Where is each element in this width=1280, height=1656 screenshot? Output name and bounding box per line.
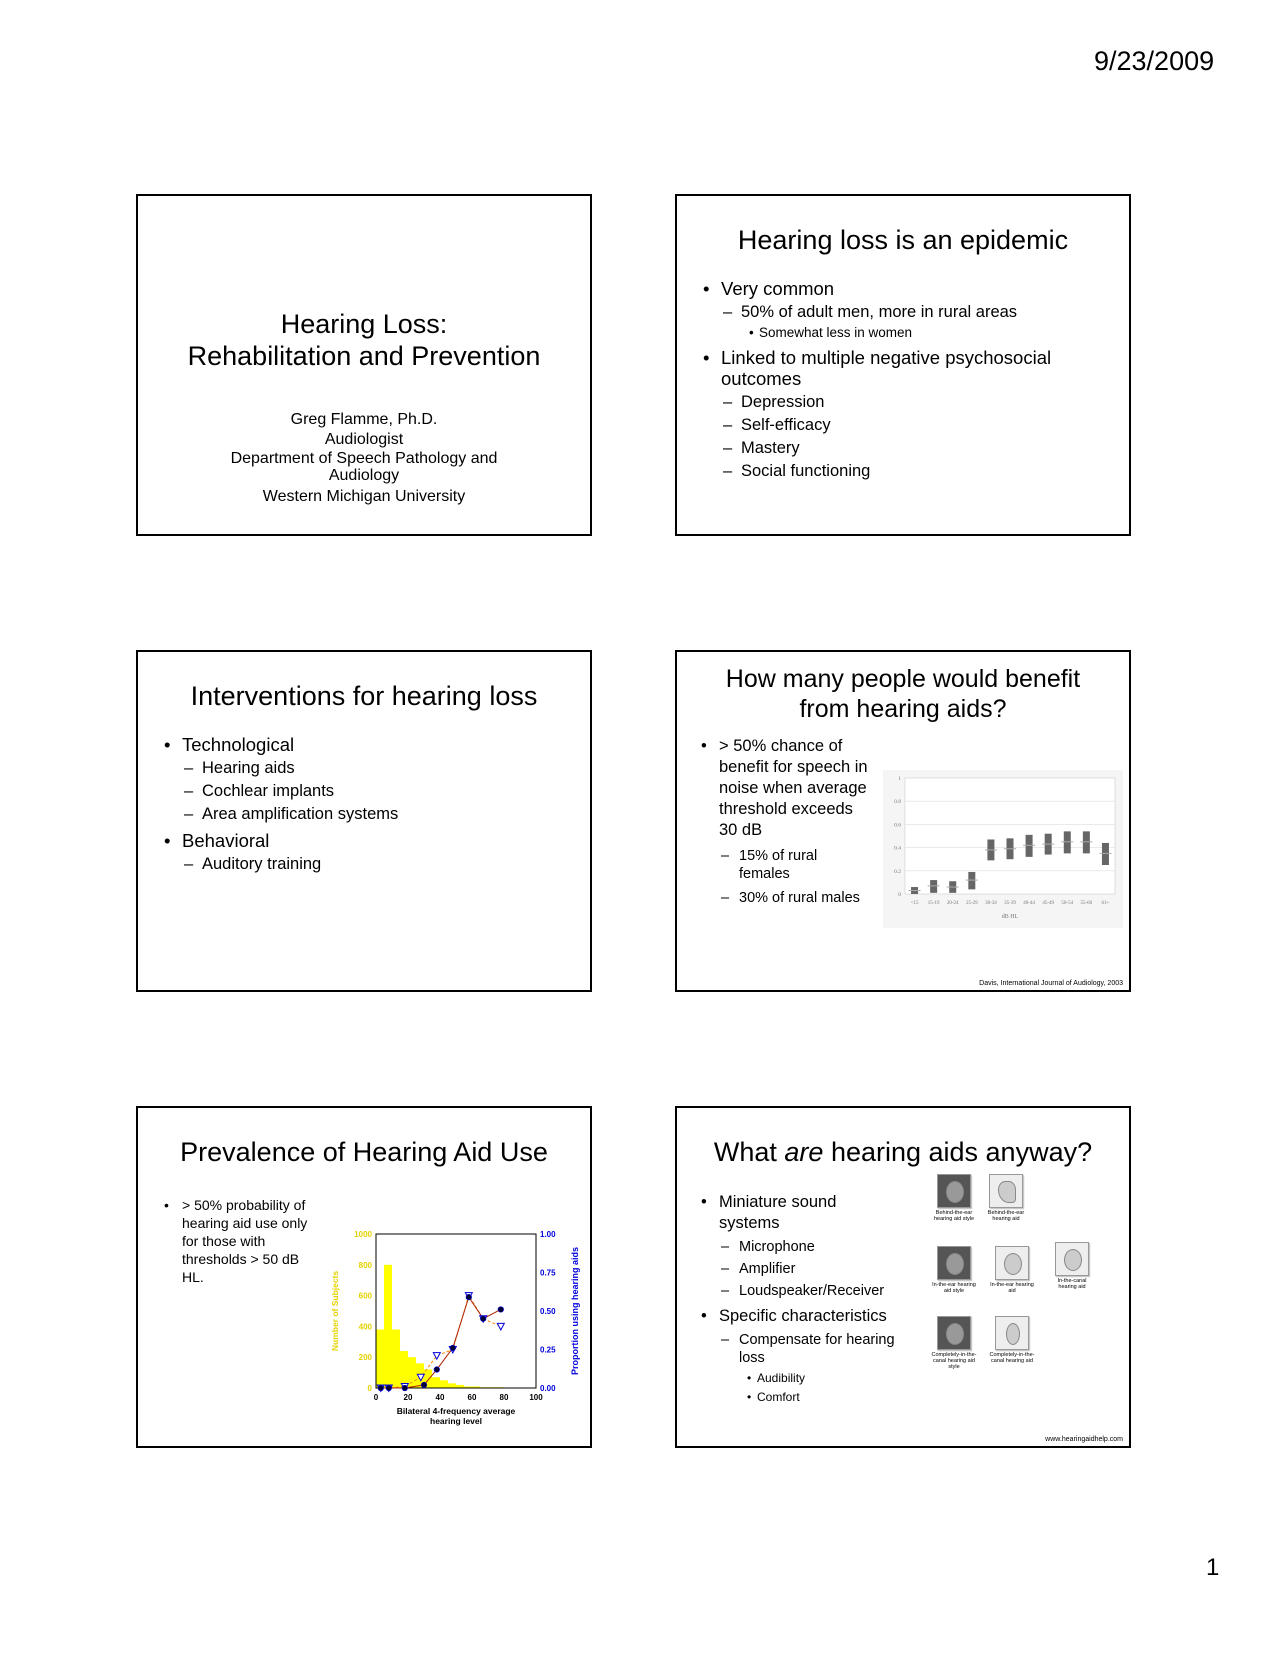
ear-photo: [937, 1174, 971, 1208]
y-right-tick-label: 0.50: [540, 1307, 556, 1316]
title-part: hearing aids anyway?: [823, 1137, 1093, 1167]
x-tick-label: 100: [529, 1393, 543, 1402]
x-tick-label: 15-19: [927, 901, 940, 906]
bullet: • Linked to multiple negative psychosocial outcomes: [703, 347, 1113, 389]
sub-sub-bullet: • Comfort: [701, 1389, 901, 1405]
card-caption: In-the-ear hearing aid: [990, 1282, 1034, 1294]
range-bar: [968, 872, 975, 889]
y-tick-label: 0.6: [894, 822, 901, 829]
y-right-tick-label: 0.25: [540, 1345, 556, 1355]
bullet: • Miniature sound systems: [701, 1192, 901, 1234]
y-right-axis-label: Proportion using hearing aids: [570, 1246, 580, 1376]
device-shape: [1004, 1253, 1022, 1275]
hearing-aid-photo: [995, 1316, 1029, 1350]
bullet-list: [701, 1190, 901, 1405]
x-tick-label: 45-49: [1042, 901, 1055, 906]
slide-title-line1: How many people would benefit: [725, 665, 1081, 693]
histogram-bar: [376, 1329, 384, 1388]
histogram-bar: [384, 1265, 392, 1388]
hearing-aid-photo: [1055, 1242, 1089, 1276]
sub-bullet: – Depression: [703, 393, 1113, 412]
y-right-tick-label: 0.00: [540, 1384, 556, 1393]
citation: www.hearingaidhelp.com: [1045, 1436, 1123, 1443]
slide-6-hearing-aids: [675, 1106, 1131, 1448]
hearing-aid-style-card: [931, 1316, 977, 1370]
x-tick-label: 61+: [1101, 901, 1110, 906]
hearing-aid-style-card: [1049, 1242, 1095, 1290]
y-tick-label: 1: [898, 776, 901, 782]
y-tick-label: 0: [898, 892, 901, 898]
x-tick-label: 55-60: [1080, 901, 1093, 906]
filled-series-marker: [402, 1385, 408, 1391]
sub-bullet: – Loudspeaker/Receiver: [701, 1282, 901, 1300]
y-left-tick-label: 600: [358, 1291, 372, 1301]
filled-series-marker: [386, 1385, 392, 1391]
y-left-tick-label: 0: [367, 1384, 372, 1393]
x-tick-label: <15: [910, 901, 919, 906]
histogram-bar: [408, 1357, 416, 1388]
sub-bullet: – Mastery: [703, 439, 1113, 458]
sub-bullet: – 30% of rural males: [701, 889, 871, 907]
sub-bullet: – 15% of rural females: [701, 847, 871, 883]
x-tick-label: 30-34: [985, 901, 997, 906]
histogram-bar: [392, 1329, 400, 1388]
y-tick-label: 0.8: [894, 799, 901, 806]
page-date: 9/23/2009: [1094, 46, 1215, 76]
histogram-bar: [432, 1377, 440, 1388]
author-name: Greg Flamme, Ph.D.: [290, 411, 438, 428]
x-tick-label: 40-44: [1023, 901, 1035, 906]
sub-bullet: – 50% of adult men, more in rural areas: [703, 303, 1113, 322]
y-left-axis-label: Number of Subjects: [330, 1270, 340, 1352]
y-left-tick-label: 200: [358, 1353, 372, 1363]
hearing-aid-style-card: [989, 1246, 1035, 1294]
y-left-tick-label: 1000: [354, 1230, 372, 1239]
card-caption: In-the-ear hearing aid style: [932, 1282, 976, 1294]
sub-bullet: – Microphone: [701, 1238, 901, 1256]
filled-series-marker: [466, 1294, 472, 1300]
hearing-aid-style-card: [931, 1246, 977, 1294]
sub-bullet: – Compensate for hearing loss: [701, 1331, 901, 1367]
bullet: • Specific characteristics: [701, 1306, 901, 1327]
ear-shape: [946, 1323, 964, 1345]
y-tick-label: 0.4: [894, 845, 901, 852]
device-shape: [1006, 1323, 1020, 1345]
slide-2-epidemic: [675, 194, 1131, 536]
x-tick-label: 25-29: [965, 901, 978, 906]
card-caption: Behind-the-ear hearing aid style: [933, 1210, 975, 1222]
title-emphasis: are: [784, 1137, 824, 1167]
filled-series-marker: [480, 1316, 486, 1322]
bullet: • Technological: [164, 734, 574, 755]
sub-bullet: – Cochlear implants: [164, 782, 574, 801]
x-tick-label: 35-39: [1004, 901, 1016, 906]
histogram-bar: [440, 1380, 448, 1388]
author-block: [138, 410, 590, 507]
sub-bullet: – Hearing aids: [164, 759, 574, 778]
ear-photo: [937, 1246, 971, 1280]
department-line2: Audiology: [328, 467, 400, 484]
slide-3-interventions: [136, 650, 592, 992]
device-shape: [998, 1181, 1016, 1203]
y-tick-label: 0.2: [894, 868, 901, 875]
filled-series-marker: [434, 1367, 440, 1373]
filled-series-marker: [450, 1345, 456, 1351]
department-line1: Department of Speech Pathology and: [230, 450, 498, 467]
ear-shape: [946, 1253, 964, 1275]
range-bar: [1026, 835, 1033, 857]
bullet-list: [164, 732, 574, 874]
hearing-aid-style-card: [989, 1316, 1035, 1364]
citation: Davis, International Journal of Audiology, 2003: [979, 980, 1123, 987]
x-tick-label: 20-24: [946, 901, 959, 906]
bullet: • Very common: [703, 278, 1113, 299]
y-right-tick-label: 0.75: [540, 1268, 556, 1278]
ear-photo: [937, 1316, 971, 1350]
y-left-tick-label: 800: [358, 1260, 372, 1270]
x-tick-label: 20: [403, 1393, 413, 1402]
x-tick-label: 80: [499, 1393, 509, 1402]
slide-title: Hearing loss is an epidemic: [737, 225, 1069, 255]
title-part: What: [713, 1137, 785, 1167]
slide-1-title: [136, 194, 592, 536]
filled-series-marker: [498, 1307, 504, 1313]
filled-series-marker: [378, 1385, 384, 1391]
sub-bullet: – Amplifier: [701, 1260, 901, 1278]
university: Western Michigan University: [262, 488, 466, 505]
bullet-list: [703, 276, 1113, 481]
y-left-tick-label: 400: [358, 1322, 372, 1332]
histogram-bar: [400, 1351, 408, 1388]
range-bar: [1102, 843, 1109, 865]
benefit-chart: [883, 770, 1123, 928]
prevalence-chart: [328, 1226, 588, 1444]
slide-title-line2: from hearing aids?: [799, 695, 1007, 723]
slide-5-prevalence: [136, 1106, 592, 1448]
histogram-bar: [448, 1383, 456, 1388]
sub-sub-bullet: • Audibility: [701, 1370, 901, 1386]
sub-sub-bullet: • Somewhat less in women: [703, 325, 1113, 341]
x-axis-label-line1: Bilateral 4-frequency average: [396, 1406, 516, 1416]
bullet: • > 50% probability of hearing aid use only for those with thresholds > 50 dB HL.: [164, 1196, 324, 1286]
slide-title-line1: Hearing Loss:: [280, 309, 448, 339]
range-bar: [1064, 831, 1071, 853]
range-bar: [1083, 831, 1090, 853]
range-bar: [930, 880, 937, 893]
y-right-tick-label: 1.00: [540, 1230, 556, 1239]
page-number: 1: [1206, 1554, 1220, 1581]
card-caption: Completely-in-the-canal hearing aid style: [931, 1352, 977, 1370]
card-caption: Completely-in-the-canal hearing aid: [989, 1352, 1035, 1364]
ear-shape: [946, 1181, 964, 1203]
card-caption: Behind-the-ear hearing aid: [987, 1210, 1025, 1222]
sub-bullet: – Area amplification systems: [164, 805, 574, 824]
slide-title-line2: Rehabilitation and Prevention: [187, 341, 541, 371]
slide-title: Prevalence of Hearing Aid Use: [180, 1137, 548, 1167]
hearing-aid-style-card: [983, 1174, 1029, 1222]
x-axis-label-line2: hearing level: [430, 1416, 482, 1426]
x-axis-label: dB HL: [1001, 914, 1019, 920]
slide-4-benefit: [675, 650, 1131, 992]
hearing-aid-photo: [995, 1246, 1029, 1280]
bullet-list: [701, 734, 871, 907]
bullet: • Behavioral: [164, 830, 574, 851]
x-tick-label: 60: [467, 1393, 477, 1402]
sub-bullet: – Auditory training: [164, 855, 574, 874]
bullet-list: [164, 1194, 324, 1286]
hearing-aid-style-card: [931, 1174, 977, 1222]
bullet: • > 50% chance of benefit for speech in noise when average threshold exceeds 30 dB: [701, 736, 871, 841]
sub-bullet: – Social functioning: [703, 462, 1113, 481]
device-shape: [1064, 1249, 1082, 1271]
x-tick-label: 0: [373, 1393, 379, 1402]
card-caption: In-the-canal hearing aid: [1057, 1278, 1087, 1290]
hearing-aid-photo: [989, 1174, 1023, 1208]
filled-series-marker: [421, 1382, 427, 1388]
x-tick-label: 50-54: [1061, 901, 1074, 906]
x-tick-label: 40: [435, 1393, 445, 1402]
open-series-marker: [497, 1323, 504, 1330]
sub-bullet: – Self-efficacy: [703, 416, 1113, 435]
author-role: Audiologist: [324, 431, 404, 448]
slide-title: [677, 1136, 1129, 1168]
slide-title: Interventions for hearing loss: [190, 681, 538, 711]
